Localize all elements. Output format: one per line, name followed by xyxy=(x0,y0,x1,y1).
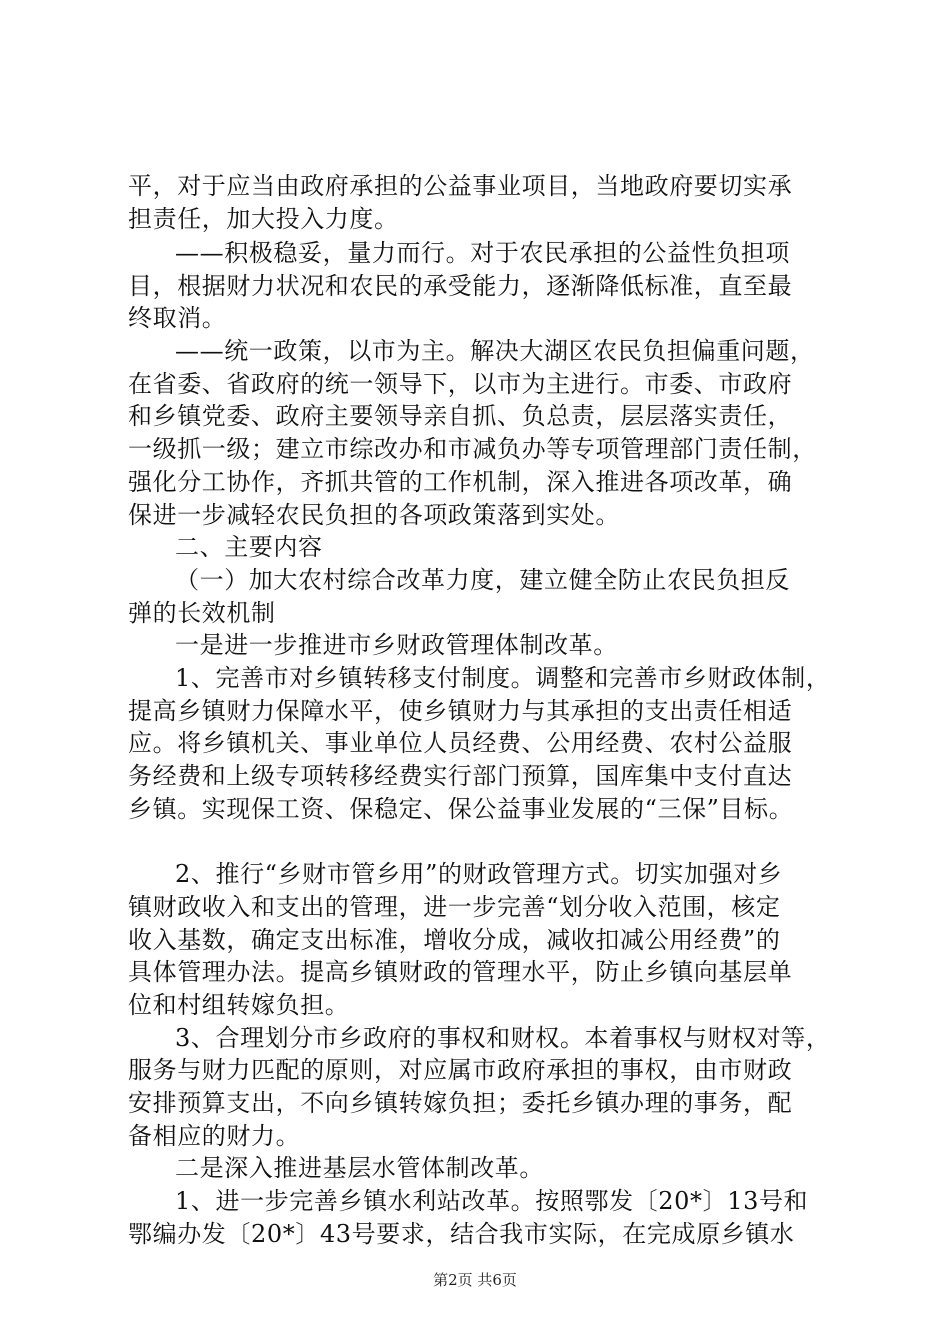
body-text-line: 3、合理划分市乡政府的事权和财权。本着事权与财权对等， xyxy=(175,1024,831,1052)
body-text-line: 乡镇。实现保工资、保稳定、保公益事业发展的“三保”目标。 xyxy=(128,795,794,823)
body-text-line: 提高乡镇财力保障水平，使乡镇财力与其承担的支出责任相适 xyxy=(128,697,793,725)
body-text-line: 应。将乡镇机关、事业单位人员经费、公用经费、农村公益服 xyxy=(128,729,793,757)
body-text-line: 服务与财力匹配的原则，对应属市政府承担的事权，由市财政 xyxy=(128,1056,793,1084)
body-text-line: 镇财政收入和支出的管理，进一步完善“划分收入范围，核定 xyxy=(128,893,781,921)
body-text-line: 一级抓一级；建立市综改办和市减负办等专项管理部门责任制， xyxy=(128,435,817,463)
body-text-line: 收入基数，确定支出标准，增收分成，减收扣减公用经费”的 xyxy=(128,926,781,954)
section-heading: 二、主要内容 xyxy=(175,533,323,561)
body-text-line: 强化分工协作，齐抓共管的工作机制，深入推进各项改革，确 xyxy=(128,468,793,496)
body-text-line: 平，对于应当由政府承担的公益事业项目，当地政府要切实承 xyxy=(128,172,793,200)
body-text-line: 具体管理办法。提高乡镇财政的管理水平，防止乡镇向基层单 xyxy=(128,958,793,986)
body-text-line: 一是进一步推进市乡财政管理体制改革。 xyxy=(175,631,618,659)
body-text-line: 安排预算支出，不向乡镇转嫁负担；委托乡镇办理的事务，配 xyxy=(128,1089,793,1117)
body-text-line: 位和村组转嫁负担。 xyxy=(128,991,350,1019)
body-text-line: 1、进一步完善乡镇水利站改革。按照鄂发〔20*〕13号和 xyxy=(175,1187,809,1215)
page-footer: 第2页 共6页 xyxy=(433,1271,517,1289)
body-text-line: ——积极稳妥，量力而行。对于农民承担的公益性负担项 xyxy=(175,239,790,267)
body-text-line: 在省委、省政府的统一领导下，以市为主进行。市委、市政府 xyxy=(128,370,793,398)
body-text-line: ——统一政策，以市为主。解决大湖区农民负担偏重问题， xyxy=(175,337,815,365)
subsection-heading: 弹的长效机制 xyxy=(128,599,276,627)
body-text-line: 目，根据财力状况和农民的承受能力，逐渐降低标准，直至最 xyxy=(128,272,793,300)
body-text-line: 鄂编办发〔20*〕43号要求，结合我市实际，在完成原乡镇水 xyxy=(128,1220,795,1248)
subsection-heading: （一）加大农村综合改革力度，建立健全防止农民负担反 xyxy=(175,566,790,594)
body-text-line: 二是深入推进基层水管体制改革。 xyxy=(175,1154,544,1182)
body-text-line: 保进一步减轻农民负担的各项政策落到实处。 xyxy=(128,501,620,529)
body-text-line: 1、完善市对乡镇转移支付制度。调整和完善市乡财政体制， xyxy=(175,664,831,692)
body-text-line: 备相应的财力。 xyxy=(128,1122,301,1150)
body-text-line: 务经费和上级专项转移经费实行部门预算，国库集中支付直达 xyxy=(128,762,793,790)
body-text-line: 和乡镇党委、政府主要领导亲自抓、负总责，层层落实责任， xyxy=(128,402,793,430)
body-text-line: 2、推行“乡财市管乡用”的财政管理方式。切实加强对乡 xyxy=(175,860,783,888)
body-text-line: 担责任，加大投入力度。 xyxy=(128,205,399,233)
body-text-line: 终取消。 xyxy=(128,304,227,332)
